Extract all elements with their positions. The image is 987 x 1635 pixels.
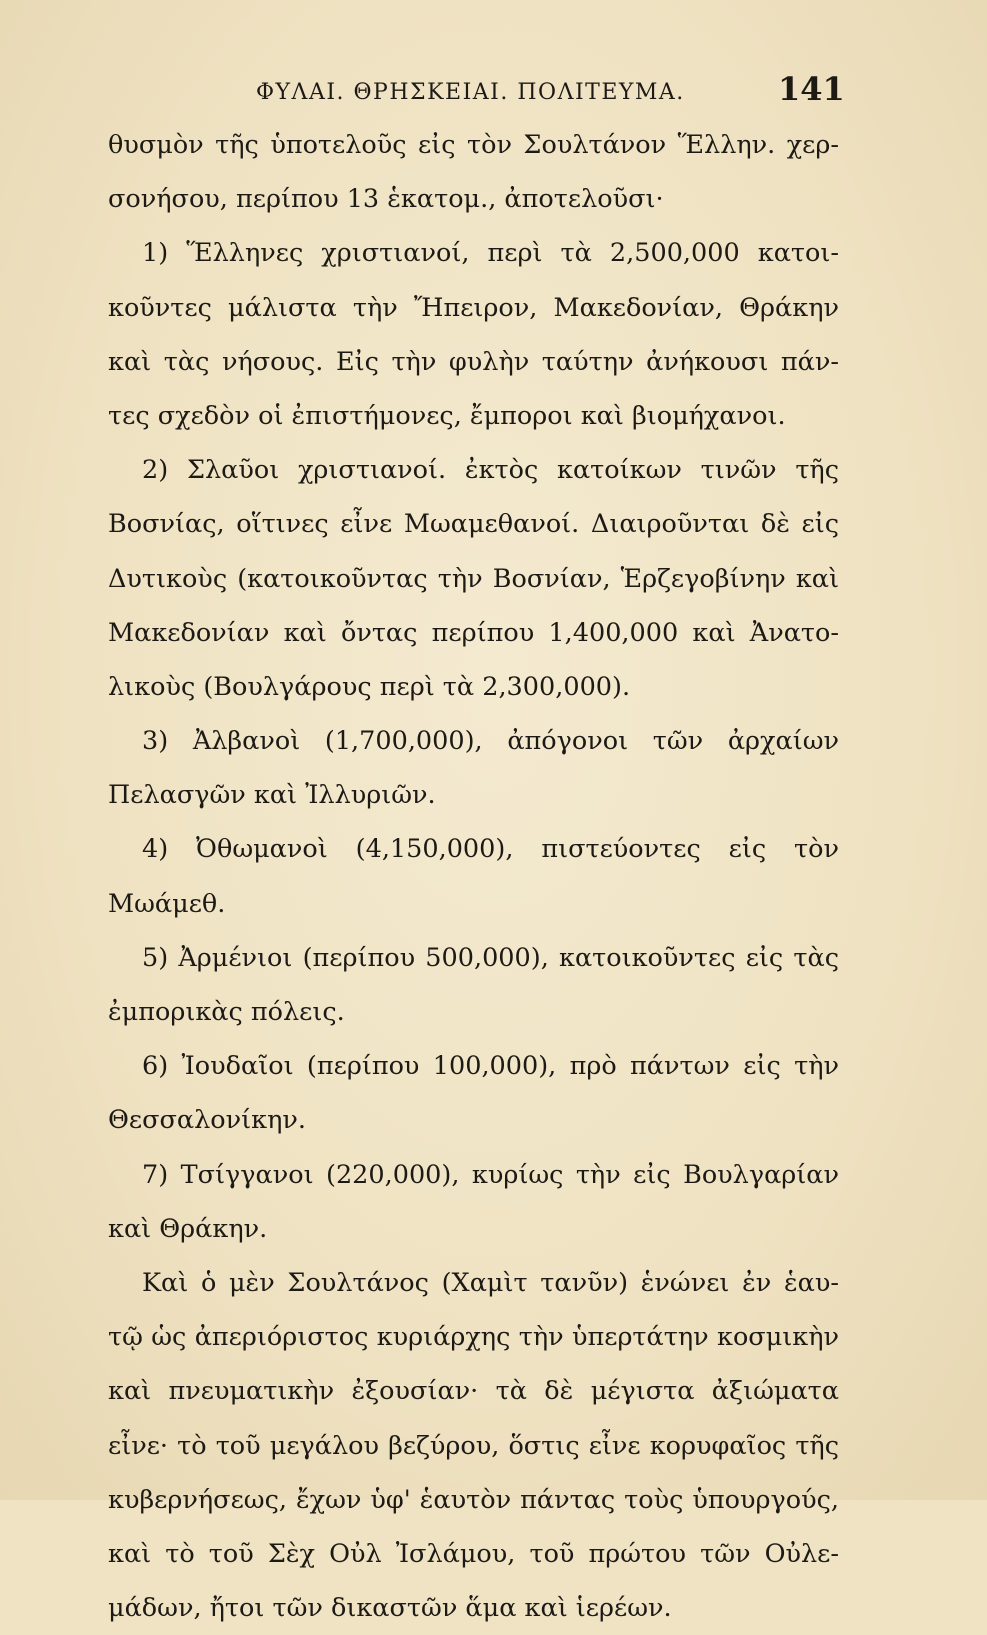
text-line: 3) Ἀλβανοὶ (1,700,000), ἀπόγονοι τῶν ἀρχαίων: [142, 726, 839, 757]
text-line: σονήσου, περίπου 13 ἑκατομ., ἀποτελοῦσι·: [108, 184, 664, 215]
text-line: μάδων, ἤτοι τῶν δικαστῶν ἅμα καὶ ἱερέων.: [108, 1593, 672, 1624]
text-line: Μακεδονίαν καὶ ὄντας περίπου 1,400,000 καὶ Ἀνατο-: [108, 617, 839, 648]
text-line: κυβερνήσεως, ἔχων ὑφ' ἑαυτὸν πάντας τοὺς ὑπουργούς,: [108, 1484, 839, 1515]
text-line: εἶνε· τὸ τοῦ μεγάλου βεζύρου, ὅστις εἶνε κορυφαῖος τῆς: [108, 1430, 839, 1461]
text-line: θυσμὸν τῆς ὑποτελοῦς εἰς τὸν Σουλτάνον Ἕλλην. χερ-: [108, 130, 839, 160]
text-line: 6) Ἰουδαῖοι (περίπου 100,000), πρὸ πάντων εἰς τὴν: [142, 1051, 839, 1082]
text-line: 4) Ὀθωμανοὶ (4,150,000), πιστεύοντες εἰς τὸν: [142, 834, 839, 865]
page-header: [0, 66, 987, 110]
text-line: τῷ ὡς ἀπεριόριστος κυριάρχης τὴν ὑπερτάτην κοσμικὴν: [108, 1322, 839, 1353]
text-line: καὶ Θράκην.: [108, 1213, 268, 1244]
text-line: τες σχεδὸν οἱ ἐπιστήμονες, ἔμποροι καὶ βιομήχανοι.: [108, 400, 786, 431]
text-line: Καὶ ὁ μὲν Σουλτάνος (Χαμὶτ τανῦν) ἑνώνει ἐν ἑαυ-: [142, 1267, 839, 1298]
text-line: Δυτικοὺς (κατοικοῦντας τὴν Βοσνίαν, Ἑρζεγοβίνην καὶ: [108, 563, 839, 594]
text-line: 1) Ἕλληνες χριστιανοί, περὶ τὰ 2,500,000 κατοι-: [142, 238, 839, 269]
text-line: Πελασγῶν καὶ Ἰλλυριῶν.: [108, 780, 436, 811]
text-line: Βοσνίας, οἵτινες εἶνε Μωαμεθανοί. Διαιροῦνται δὲ εἰς: [108, 509, 839, 540]
text-line: Θεσσαλονίκην.: [108, 1105, 306, 1136]
text-line: καὶ τὰς νήσους. Εἰς τὴν φυλὴν ταύτην ἀνήκουσι πάν-: [108, 346, 839, 377]
text-line: Μωάμεθ.: [108, 888, 226, 919]
text-line: καὶ πνευματικὴν ἐξουσίαν· τὰ δὲ μέγιστα ἀξιώματα: [108, 1376, 839, 1407]
text-line: 2) Σλαῦοι χριστιανοί. ἐκτὸς κατοίκων τινῶν τῆς: [142, 455, 839, 486]
text-line: 7) Τσίγγανοι (220,000), κυρίως τὴν εἰς Βουλγαρίαν: [142, 1159, 839, 1190]
text-line: 5) Ἀρμένιοι (περίπου 500,000), κατοικοῦντες εἰς τὰς: [142, 942, 839, 973]
body-text: [108, 118, 839, 1635]
running-title: ΦΥΛΑΙ. ΘΡΗΣΚΕΙΑΙ. ΠΟΛΙΤΕΥΜΑ.: [256, 80, 685, 105]
text-line: λικοὺς (Βουλγάρους περὶ τὰ 2,300,000).: [108, 671, 631, 702]
page-number: 141: [778, 70, 845, 108]
text-line: κοῦντες μάλιστα τὴν Ἤπειρον, Μακεδονίαν, Θράκην: [108, 292, 839, 323]
text-line: καὶ τὸ τοῦ Σὲχ Οὐλ Ἰσλάμου, τοῦ πρώτου τῶν Οὐλε-: [108, 1538, 839, 1569]
text-line: ἐμπορικὰς πόλεις.: [108, 997, 345, 1027]
